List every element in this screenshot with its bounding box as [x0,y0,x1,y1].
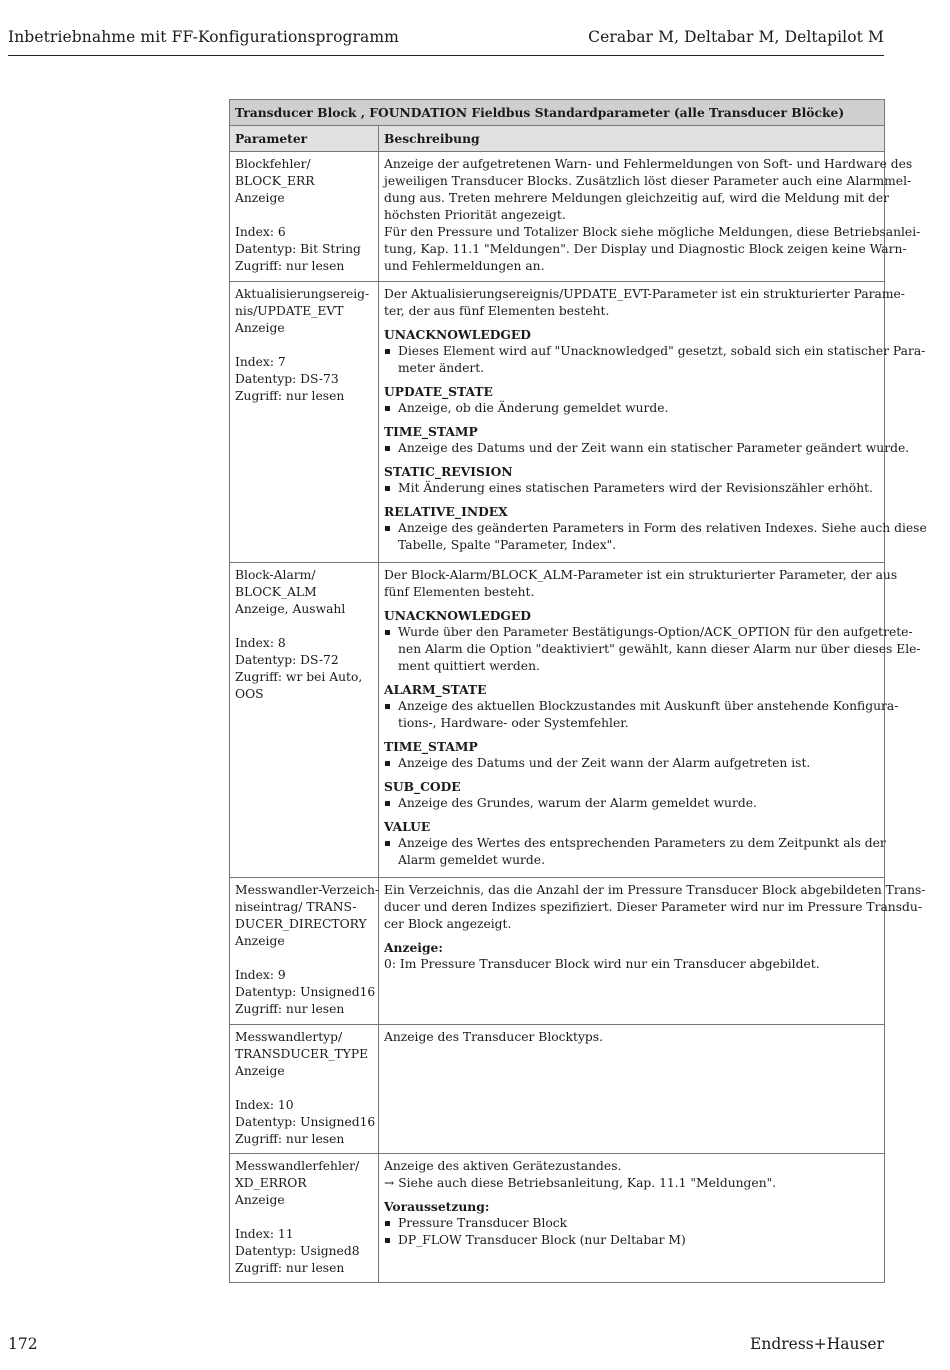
description-line: jeweiligen Transducer Blocks. Zusätzlich löst dieser Parameter auch eine Alarmmel- [384,174,912,188]
description-line: ducer und deren Indizes spezifiziert. Dieser Parameter wird nur im Pressure Transdu- [384,900,922,914]
description-cell [379,1025,885,1154]
parameter-name: Messwandlerfehler/ [235,1159,360,1173]
bullet-marker [385,486,390,491]
description-line: Anzeige der aufgetretenen Warn- und Fehlermeldungen von Soft- und Hardware des [384,157,913,171]
bullet-marker [385,349,390,354]
element-name: RELATIVE_INDEX [384,504,508,519]
parameter-name: Block-Alarm/ [235,568,316,582]
parameter-cell [230,1154,379,1283]
list-item: Anzeige des geänderten Parameters in Form des relativen Indexes. Siehe auch diese Tabelle, Spalte "Parameter, Index". [384,520,879,554]
list-item: Wurde über den Parameter Bestätigungs-Option/ACK_OPTION für den aufgetrete- nen Alarm die Option "deaktiviert" gewählt, kann dieser Alarm nur über dieses Ele- ment quittiert werden. [384,624,879,675]
description-cell [379,1154,885,1283]
element-name: UPDATE_STATE [384,384,493,399]
description-line: ter, der aus fünf Elementen besteht. [384,304,610,318]
list-item: Anzeige des Wertes des entsprechenden Parameters zu dem Zeitpunkt als der Alarm gemeldet wurde. [384,835,879,869]
parameter-table [229,99,927,1283]
table-row [230,878,885,1025]
parameter-access-type: Anzeige [235,321,285,335]
parameter-access-type: Anzeige [235,1193,285,1207]
element-name: TIME_STAMP [384,739,478,754]
column-header-parameter: Parameter [230,126,379,152]
list-item: Anzeige, ob die Änderung gemeldet wurde. [384,400,879,417]
description-line: Der Aktualisierungsereignis/UPDATE_EVT-Parameter ist ein strukturierter Parame- [384,287,905,301]
element-name: UNACKNOWLEDGED [384,327,531,342]
list-item: Dieses Element wird auf "Unacknowledged" gesetzt, sobald sich ein statischer Para- meter ändert. [384,343,879,377]
description-line: Anzeige des aktiven Gerätezustandes. [384,1159,622,1173]
parameter-access: OOS [235,687,264,701]
display-label: Anzeige: [384,940,443,955]
parameter-access: Zugriff: nur lesen [235,1261,345,1275]
description-cell [379,878,926,1025]
parameter-access: Zugriff: nur lesen [235,389,345,403]
list-item: Anzeige des aktuellen Blockzustandes mit Auskunft über anstehende Konfigura- tions-, Hardware- oder Systemfehler. [384,698,879,732]
table-row [230,152,885,282]
parameter-cell [230,878,379,1025]
table-row [230,563,885,878]
bullet-marker [385,761,390,766]
parameter-name: DUCER_DIRECTORY [235,917,367,931]
table-title: Transducer Block , FOUNDATION Fieldbus Standardparameter (alle Transducer Blöcke) [230,100,885,126]
parameter-datatype: Datentyp: Bit String [235,242,361,256]
parameter-access-type: Anzeige [235,1064,285,1078]
parameter-access-type: Anzeige [235,934,285,948]
parameter-index: Index: 7 [235,355,286,369]
description-line: Ein Verzeichnis, das die Anzahl der im Pressure Transducer Block abgebildeten Trans- [384,883,926,897]
parameter-datatype: Datentyp: DS-72 [235,653,339,667]
table-row [230,282,885,563]
brand-name: Endress+Hauser [750,1335,884,1353]
parameter-name: BLOCK_ERR [235,174,315,188]
parameter-index: Index: 8 [235,636,286,650]
description-line: höchsten Priorität angezeigt. [384,208,566,222]
bullet-marker [385,1238,390,1243]
parameter-datatype: Datentyp: DS-73 [235,372,339,386]
description-line: dung aus. Treten mehrere Meldungen gleichzeitig auf, wird die Meldung mit der [384,191,890,205]
bullet-marker [385,630,390,635]
description-cell [379,152,921,282]
bullet-marker [385,1221,390,1226]
parameter-access: Zugriff: nur lesen [235,1132,345,1146]
bullet-marker [385,446,390,451]
element-name: SUB_CODE [384,779,461,794]
bullet-marker [385,801,390,806]
description-line: → Siehe auch diese Betriebsanleitung, Kap. 11.1 "Meldungen". [384,1176,777,1190]
element-name: UNACKNOWLEDGED [384,608,531,623]
table-row [230,1154,885,1283]
parameter-name: XD_ERROR [235,1176,307,1190]
parameter-index: Index: 9 [235,968,286,982]
description-cell [379,563,921,878]
parameter-name: TRANSDUCER_TYPE [235,1047,369,1061]
parameter-name: nis/UPDATE_EVT [235,304,344,318]
parameter-datatype: Datentyp: Unsigned16 [235,1115,376,1129]
parameter-name: Aktualisierungsereig- [235,287,370,301]
parameter-name: BLOCK_ALM [235,585,317,599]
parameter-datatype: Datentyp: Unsigned16 [235,985,376,999]
column-header-description: Beschreibung [379,126,885,152]
parameter-name: Messwandlertyp/ [235,1030,343,1044]
bullet-marker [385,526,390,531]
description-line: cer Block angezeigt. [384,917,512,931]
parameter-access: Zugriff: wr bei Auto, [235,670,363,684]
description-line: und Fehlermeldungen an. [384,259,545,273]
bullet-marker [385,406,390,411]
parameter-index: Index: 6 [235,225,286,239]
element-name: VALUE [384,819,431,834]
page-number: 172 [8,1335,38,1353]
list-item: Anzeige des Datums und der Zeit wann der Alarm aufgetreten ist. [384,755,879,772]
running-header-title: Inbetriebnahme mit FF-Konfigurationsprogramm [8,28,399,46]
running-header-products: Cerabar M, Deltabar M, Deltapilot M [588,28,884,46]
parameter-access: Zugriff: nur lesen [235,1002,345,1016]
description-line: fünf Elementen besteht. [384,585,535,599]
element-name: ALARM_STATE [384,682,487,697]
parameter-cell [230,1025,379,1154]
list-item: Anzeige des Grundes, warum der Alarm gemeldet wurde. [384,795,879,812]
description-line: tung, Kap. 11.1 "Meldungen". Der Display und Diagnostic Block zeigen keine Warn- [384,242,907,256]
display-value: 0: Im Pressure Transducer Block wird nur ein Transducer abgebildet. [384,957,820,971]
parameter-index: Index: 11 [235,1227,294,1241]
parameter-index: Index: 10 [235,1098,294,1112]
parameter-access: Zugriff: nur lesen [235,259,345,273]
element-name: STATIC_REVISION [384,464,513,479]
description-line: Der Block-Alarm/BLOCK_ALM-Parameter ist ein strukturierter Parameter, der aus [384,568,898,582]
list-item: Pressure Transducer Block [384,1215,879,1232]
parameter-cell [230,563,379,878]
description-line: Für den Pressure und Totalizer Block siehe mögliche Meldungen, diese Betriebsanlei- [384,225,921,239]
list-item: Anzeige des Datums und der Zeit wann ein statischer Parameter geändert wurde. [384,440,879,457]
parameter-datatype: Datentyp: Usigned8 [235,1244,360,1258]
list-item: Mit Änderung eines statischen Parameters wird der Revisionszähler erhöht. [384,480,879,497]
parameter-name: Messwandler-Verzeich- [235,883,380,897]
parameter-access-type: Anzeige [235,191,285,205]
table-row [230,1025,885,1154]
header-divider [8,55,884,56]
description-cell [379,282,927,563]
parameter-cell [230,282,379,563]
parameter-cell [230,152,379,282]
element-name: TIME_STAMP [384,424,478,439]
parameter-name: niseintrag/ TRANS- [235,900,357,914]
description-line: Anzeige des Transducer Blocktyps. [384,1030,603,1044]
bullet-marker [385,841,390,846]
parameter-name: Blockfehler/ [235,157,311,171]
precondition-label: Voraussetzung: [384,1199,490,1214]
bullet-marker [385,704,390,709]
list-item: DP_FLOW Transducer Block (nur Deltabar M) [384,1232,879,1249]
parameter-access-type: Anzeige, Auswahl [235,602,346,616]
